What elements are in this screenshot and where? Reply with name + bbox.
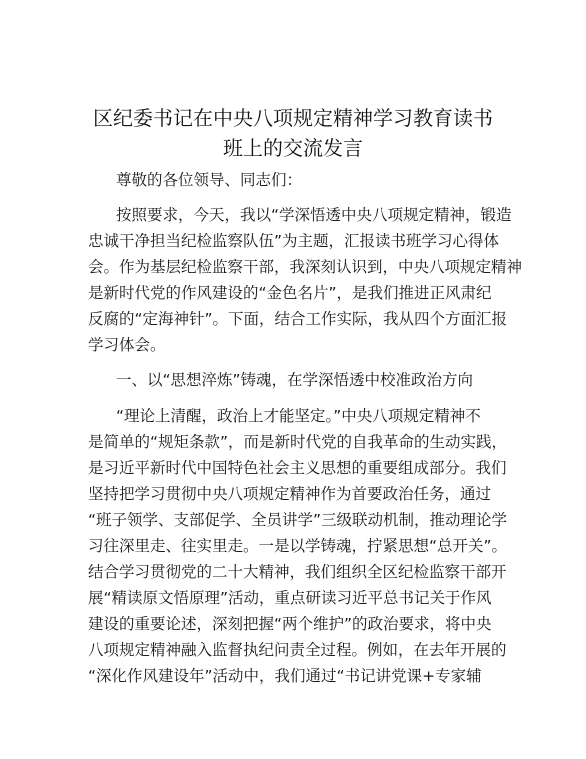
paragraph-2-line: 坚持把学习贯彻中央八项规定精神作为首要政治任务，通过 (88, 485, 492, 503)
paragraph-2-line: 是简单的“规矩条款”，而是新时代党的自我革命的生动实践， (88, 433, 508, 451)
paragraph-2-line: 习往深里走、往实里走。一是以学铸魂，拧紧思想“总开关”。 (88, 537, 508, 555)
paragraph-2-line: 八项规定精神融入监督执纪问责全过程。例如，在去年开展的 (88, 641, 507, 659)
greeting: 尊敬的各位领导、同志们： (116, 171, 303, 189)
paragraph-1-line: 反腐的“定海神针”。下面，结合工作实际，我从四个方面汇报 (88, 310, 508, 328)
paragraph-2-line: 是习近平新时代中国特色社会主义思想的重要组成部分。我们 (88, 459, 507, 477)
paragraph-1-line: 会。作为基层纪检监察干部，我深刻认识到，中央八项规定精神 (88, 258, 523, 276)
paragraph-2-line: 展“精读原文悟原理”活动，重点研读习近平总书记关于作风 (88, 589, 492, 607)
paragraph-1-line: 是新时代党的作风建设的“金色名片”，是我们推进正风肃纪 (88, 284, 492, 302)
paragraph-2-line: “理论上清醒，政治上才能坚定。”中央八项规定精神不 (116, 407, 481, 425)
document-title-line-2: 班上的交流发言 (223, 136, 363, 160)
section-heading: 一、以“思想淬炼”铸魂，在学深悟透中校准政治方向 (116, 371, 474, 389)
paragraph-1-line: 忠诚干净担当纪检监察队伍”为主题，汇报读书班学习心得体 (88, 232, 500, 250)
document-title-line-1: 区纪委书记在中央八项规定精神学习教育读书 (93, 106, 493, 130)
paragraph-2-line: 建设的重要论述，深刻把握“两个维护”的政治要求，将中央 (88, 615, 492, 633)
paragraph-1-line: 学习体会。 (88, 336, 166, 354)
paragraph-2-line: “班子领学、支部促学、全员讲学”三级联动机制，推动理论学 (88, 511, 508, 529)
paragraph-2-line: “深化作风建设年”活动中，我们通过“书记讲党课+专家辅 (88, 667, 482, 685)
paragraph-1-line: 按照要求，今天，我以“学深悟透中央八项规定精神，锻造 (116, 206, 512, 224)
paragraph-2-line: 结合学习贯彻党的二十大精神，我们组织全区纪检监察干部开 (88, 563, 507, 581)
